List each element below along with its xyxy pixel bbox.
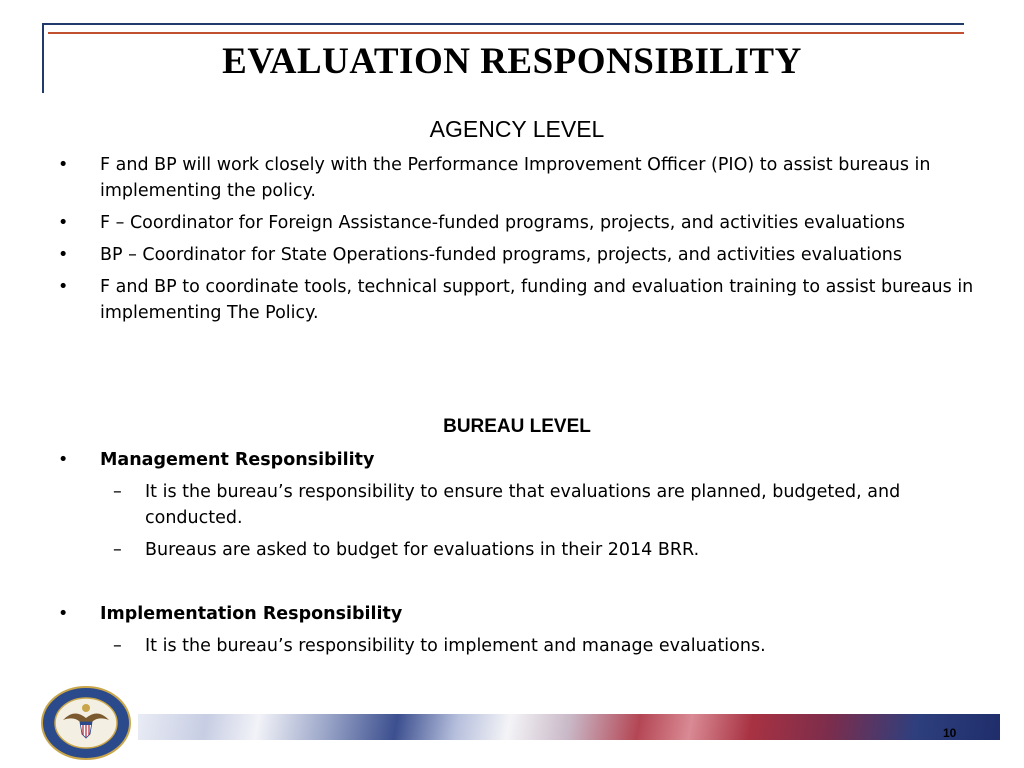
agency-bullet-text: F and BP will work closely with the Performance Improvement Officer (PIO) to assist bureaus in implementing the policy. xyxy=(100,155,931,201)
bullet-marker: • xyxy=(58,450,69,470)
management-bullet xyxy=(58,447,978,473)
bullet-marker: • xyxy=(58,155,69,175)
bureau-level-heading: BUREAU LEVEL xyxy=(443,416,591,437)
management-subitem xyxy=(58,537,978,563)
agency-bullet-list xyxy=(58,152,978,332)
agency-bullet-text: BP – Coordinator for State Operations-funded programs, projects, and activities evaluations xyxy=(100,245,903,265)
management-responsibility-list xyxy=(58,447,978,569)
bullet-marker: • xyxy=(58,213,69,233)
dash-marker: – xyxy=(113,540,122,560)
management-subitem-text: Bureaus are asked to budget for evaluations in their 2014 BRR. xyxy=(145,540,700,560)
agency-bullet-text: F and BP to coordinate tools, technical support, funding and evaluation training to assist bureaus in implementing The Policy. xyxy=(100,277,974,323)
department-of-state-seal-icon xyxy=(40,686,132,760)
management-label: Management Responsibility xyxy=(100,450,375,470)
management-subitem-text: It is the bureau’s responsibility to ensure that evaluations are planned, budgeted, and conducted. xyxy=(145,482,901,528)
agency-bullet xyxy=(58,274,978,326)
flag-banner xyxy=(138,714,1000,740)
frame-accent-line xyxy=(48,32,964,34)
management-subitem xyxy=(58,479,978,531)
bullet-marker: • xyxy=(58,245,69,265)
slide-number: 10 xyxy=(943,726,957,740)
frame-top-line xyxy=(42,23,964,25)
bullet-marker: • xyxy=(58,277,69,297)
agency-bullet xyxy=(58,242,978,268)
implementation-subitem xyxy=(58,633,978,659)
agency-bullet-text: F – Coordinator for Foreign Assistance-funded programs, projects, and activities evaluations xyxy=(100,213,906,233)
implementation-responsibility-list xyxy=(58,601,978,665)
slide-title: EVALUATION RESPONSIBILITY xyxy=(222,41,802,82)
bullet-marker: • xyxy=(58,604,69,624)
agency-level-heading: AGENCY LEVEL xyxy=(429,116,605,142)
implementation-label: Implementation Responsibility xyxy=(100,604,403,624)
dash-marker: – xyxy=(113,482,122,502)
agency-bullet xyxy=(58,210,978,236)
implementation-subitem-text: It is the bureau’s responsibility to implement and manage evaluations. xyxy=(145,636,766,656)
implementation-bullet xyxy=(58,601,978,627)
dash-marker: – xyxy=(113,636,122,656)
agency-bullet xyxy=(58,152,978,204)
